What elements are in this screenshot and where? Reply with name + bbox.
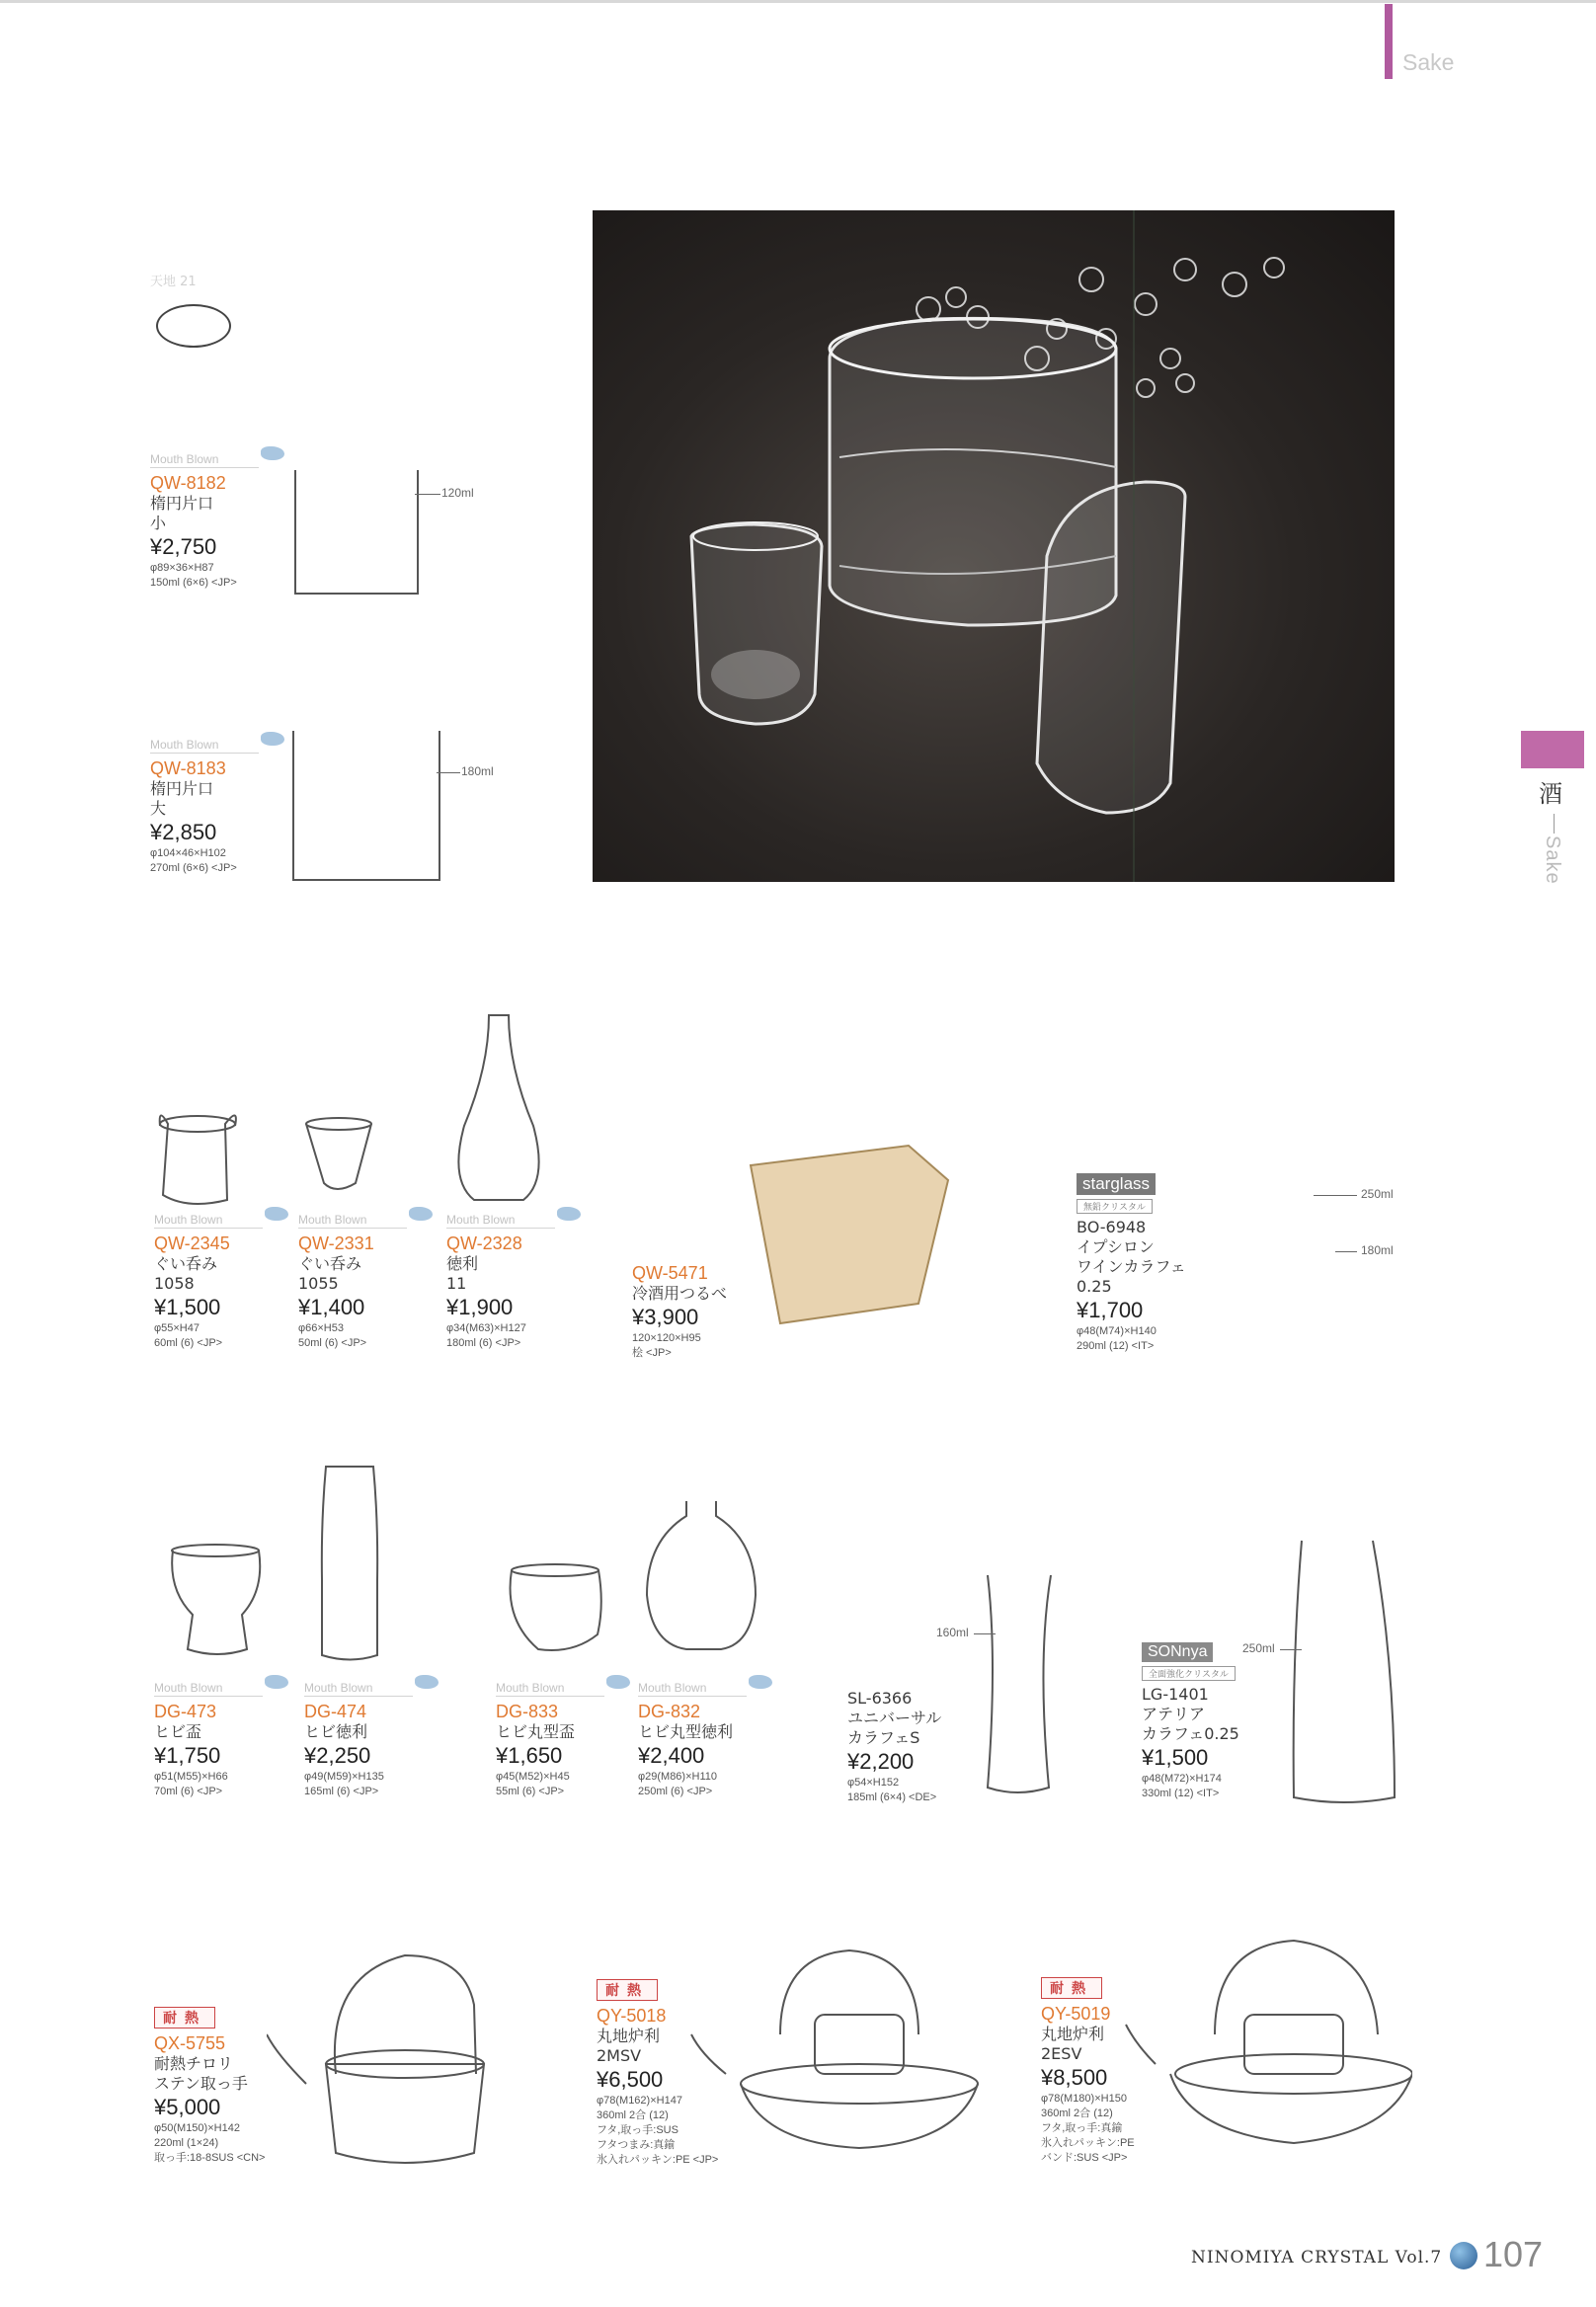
product-spec: φ49(M59)×H135 165ml (6) <JP> <box>304 1771 384 1797</box>
section-marker <box>1385 4 1393 79</box>
mouth-blown-tag: Mouth Blown <box>638 1681 747 1697</box>
product-spec: φ55×H47 60ml (6) <JP> <box>154 1322 223 1349</box>
product-code: LG-1401 <box>1142 1685 1209 1704</box>
product-name: 耐熱チロリ ステン取っ手 <box>154 2054 248 2093</box>
product-code: QY-5018 <box>597 2006 667 2026</box>
product-price: ¥6,500 <box>597 2067 664 2092</box>
product-lg1401[interactable] <box>1142 1641 1319 1801</box>
product-name: 楕円片口 小 <box>150 494 214 532</box>
page-number: 107 <box>1483 2234 1544 2274</box>
heat-resistant-badge: 耐熱 <box>154 2007 215 2029</box>
product-price: ¥3,900 <box>632 1305 699 1329</box>
product-spec: φ45(M52)×H45 55ml (6) <JP> <box>496 1771 570 1797</box>
fill-volume: 250ml <box>1242 1641 1275 1655</box>
mouth-blown-tag: Mouth Blown <box>304 1681 413 1697</box>
product-name: ぐい呑み 1058 <box>154 1254 218 1293</box>
product-spec: φ78(M180)×H150 360ml 2合 (12) フタ,取っ手:真鍮 氷入れパッキン:PE バンド:SUS <JP> <box>1041 2093 1135 2164</box>
product-price: ¥2,400 <box>638 1743 705 1768</box>
product-spec: 120×120×H95 桧 <JP> <box>632 1332 701 1359</box>
product-spec: φ29(M86)×H110 250ml (6) <JP> <box>638 1771 717 1797</box>
product-name: 徳利 11 <box>446 1254 479 1293</box>
fill-volume: 160ml <box>936 1626 969 1639</box>
product-price: ¥2,750 <box>150 534 217 559</box>
product-price: ¥5,000 <box>154 2095 221 2119</box>
product-price: ¥1,700 <box>1077 1298 1144 1322</box>
side-tab-english: Sake <box>1542 835 1563 885</box>
mouth-blown-tag: Mouth Blown <box>154 1681 263 1697</box>
product-price: ¥1,650 <box>496 1743 563 1768</box>
product-code: QW-2328 <box>446 1233 522 1253</box>
product-name: イプシロン ワインカラフェ 0.25 <box>1077 1237 1186 1296</box>
top-rule <box>0 0 1596 3</box>
product-name: ヒビ丸型徳利 <box>638 1722 734 1741</box>
product-qy5019[interactable] <box>1041 1977 1219 2166</box>
product-spec: φ89×36×H87 150ml (6×6) <JP> <box>150 562 237 589</box>
mouth-blown-tag: Mouth Blown <box>446 1213 555 1229</box>
oval-shape-icon <box>156 304 231 348</box>
fill-line <box>1335 1251 1357 1252</box>
product-name: ヒビ盃 <box>154 1722 202 1741</box>
product-code: QX-5755 <box>154 2033 226 2053</box>
product-name: 楕円片口 大 <box>150 779 214 818</box>
product-price: ¥1,500 <box>1142 1745 1209 1770</box>
product-spec: φ34(M63)×H127 180ml (6) <JP> <box>446 1322 526 1349</box>
product-code: QW-5471 <box>632 1263 708 1283</box>
product-dg832[interactable] <box>638 1681 816 1799</box>
section-label: Sake <box>1402 49 1455 75</box>
product-code: DG-833 <box>496 1702 559 1721</box>
product-price: ¥1,500 <box>154 1295 221 1319</box>
product-name: ぐい呑み 1055 <box>298 1254 362 1293</box>
product-qw2328[interactable] <box>446 1213 624 1351</box>
product-price: ¥8,500 <box>1041 2065 1108 2090</box>
fill-volume: 180ml <box>1361 1243 1394 1257</box>
product-name: ヒビ丸型盃 <box>496 1722 576 1741</box>
globe-icon <box>1450 2242 1477 2269</box>
brand-subtitle: 無鉛クリスタル <box>1077 1199 1153 1214</box>
heat-resistant-badge: 耐熱 <box>1041 1977 1102 1999</box>
heat-resistant-badge: 耐熱 <box>597 1979 658 2001</box>
shape-note: 天地 21 <box>150 275 197 289</box>
mouth-blown-tag: Mouth Blown <box>154 1213 263 1229</box>
mouth-blown-tag: Mouth Blown <box>150 738 259 754</box>
product-name: 丸地炉利 2ESV <box>1041 2025 1105 2063</box>
footer-brand: NINOMIYA CRYSTAL Vol.7 <box>1191 2248 1443 2267</box>
product-code: QW-8182 <box>150 473 226 493</box>
fill-line <box>415 494 440 495</box>
hero-photo-illustration <box>593 210 1395 882</box>
product-code: DG-473 <box>154 1702 217 1721</box>
product-price: ¥1,400 <box>298 1295 365 1319</box>
fill-line <box>1314 1195 1357 1196</box>
fill-line <box>437 772 460 773</box>
product-code: DG-832 <box>638 1702 701 1721</box>
product-dg474[interactable] <box>304 1681 482 1799</box>
product-spec: φ54×H152 185ml (6×4) <DE> <box>847 1777 937 1803</box>
product-price: ¥2,200 <box>847 1749 915 1774</box>
fill-line <box>974 1633 996 1634</box>
product-spec: φ48(M74)×H140 290ml (12) <IT> <box>1077 1325 1157 1352</box>
product-code: SL-6366 <box>847 1689 913 1708</box>
side-tab[interactable] <box>1521 731 1584 768</box>
product-code: DG-474 <box>304 1702 367 1721</box>
product-code: QW-2331 <box>298 1233 374 1253</box>
product-price: ¥2,250 <box>304 1743 371 1768</box>
product-code: QW-2345 <box>154 1233 230 1253</box>
product-qw5471[interactable] <box>632 1258 810 1361</box>
side-tab-kanji: 酒 <box>1539 780 1562 808</box>
product-name: 冷酒用つるべ <box>632 1284 728 1303</box>
fill-volume: 120ml <box>441 486 474 500</box>
product-name: 丸地炉利 2MSV <box>597 2027 661 2065</box>
product-code: QY-5019 <box>1041 2004 1111 2024</box>
product-qx5755[interactable] <box>154 2007 332 2166</box>
product-price: ¥1,750 <box>154 1743 221 1768</box>
product-spec: φ50(M150)×H142 220ml (1×24) 取っ手:18-8SUS <CN> <box>154 2122 266 2164</box>
fill-volume: 250ml <box>1361 1187 1394 1201</box>
product-name: ヒビ徳利 <box>304 1722 368 1741</box>
product-name: アテリア カラフェ0.25 <box>1142 1705 1239 1743</box>
row4-drawings <box>267 1936 1412 2192</box>
product-price: ¥2,850 <box>150 820 217 844</box>
product-spec: φ51(M55)×H66 70ml (6) <JP> <box>154 1771 228 1797</box>
mouth-blown-tag: Mouth Blown <box>150 452 259 468</box>
product-name: ユニバーサル カラフェS <box>847 1709 942 1747</box>
product-price: ¥1,900 <box>446 1295 514 1319</box>
fill-volume: 180ml <box>461 764 494 778</box>
qw8182-drawing <box>294 470 419 595</box>
product-code: BO-6948 <box>1077 1218 1147 1236</box>
brand-logo-sonnya: SONnya <box>1142 1642 1213 1662</box>
product-bo6948[interactable] <box>1077 1173 1254 1354</box>
product-spec: φ48(M72)×H174 330ml (12) <IT> <box>1142 1773 1222 1799</box>
product-code: QW-8183 <box>150 758 226 778</box>
product-sl6366[interactable] <box>847 1689 1025 1805</box>
product-qy5018[interactable] <box>597 1979 774 2168</box>
brand-logo-starglass: starglass <box>1077 1173 1156 1195</box>
product-spec: φ104×46×H102 270ml (6×6) <JP> <box>150 847 237 874</box>
product-spec: φ78(M162)×H147 360ml 2合 (12) フタ,取っ手:SUS フタつまみ:真鍮 氷入れパッキン:PE <JP> <box>597 2095 719 2166</box>
hero-photo <box>593 210 1395 882</box>
qw8183-drawing <box>292 731 440 881</box>
product-spec: φ66×H53 50ml (6) <JP> <box>298 1322 367 1349</box>
fill-line <box>1280 1649 1302 1650</box>
mouth-blown-tag: Mouth Blown <box>298 1213 407 1229</box>
mouth-blown-tag: Mouth Blown <box>496 1681 604 1697</box>
side-tab-divider <box>1554 814 1555 834</box>
brand-subtitle: 全面強化クリスタル <box>1142 1666 1236 1681</box>
